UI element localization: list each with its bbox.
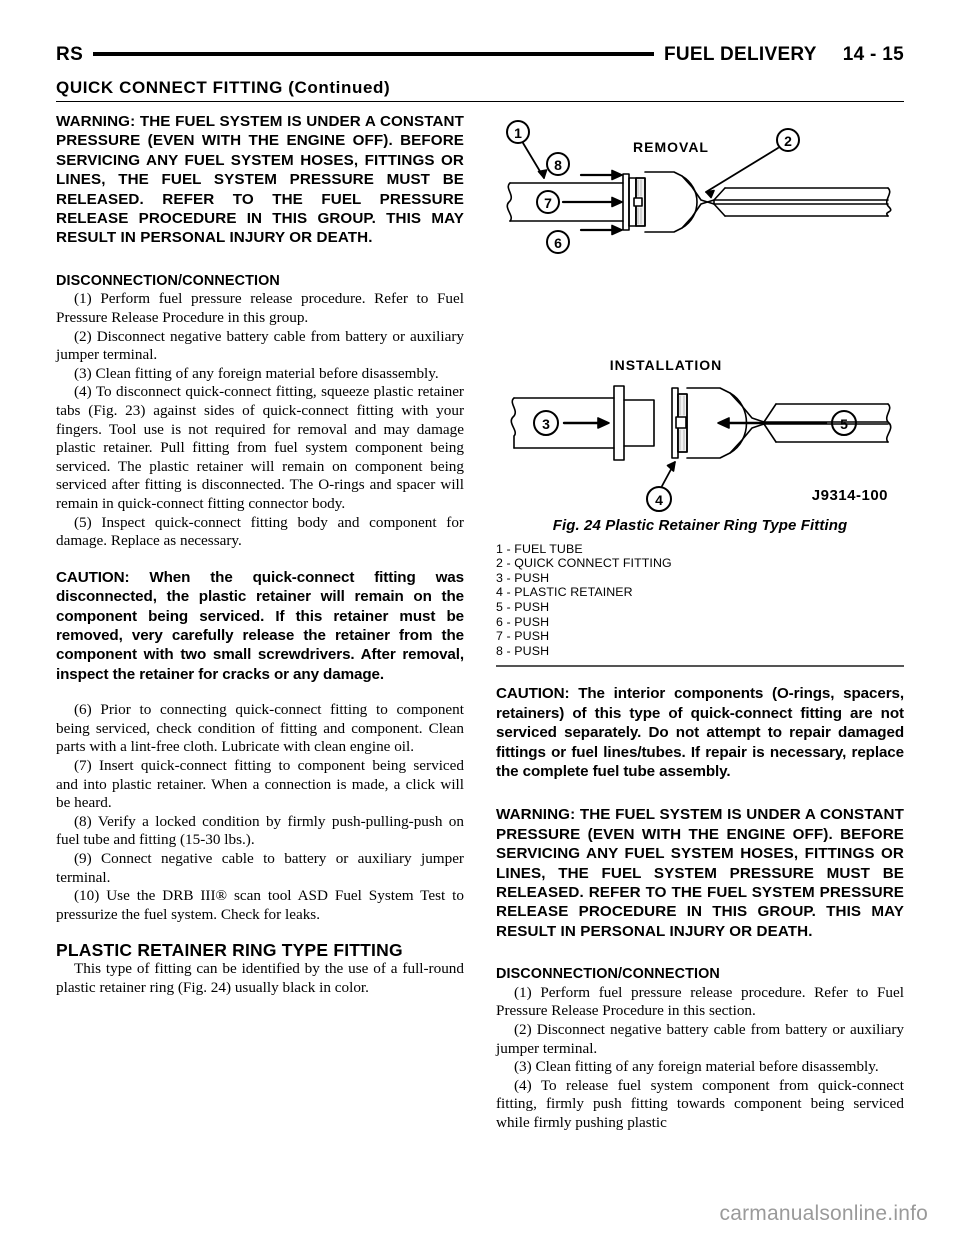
warning-block-1: WARNING: THE FUEL SYSTEM IS UNDER A CONSTANT PRESSURE (EVEN WITH THE ENGINE OFF). BEFORE SERVICING ANY FUEL SYSTEM HOSES, FITTINGS OR LINES, THE FUEL SYSTEM PRESSURE MUST BE RELEASED. REFER TO THE FUEL PRESSURE RELEASE PROCEDURE IN THIS GROUP. THIS MAY RESULT IN PERSONAL INJURY OR DEATH. — [56, 113, 464, 247]
legend-item: 3 - PUSH — [496, 570, 550, 585]
step-8: (8) Verify a locked condition by firmly push-pulling-push on fuel tube and fitting (15-30 lbs.). — [56, 812, 464, 849]
manual-code: RS — [56, 44, 84, 65]
left-column — [56, 112, 464, 997]
legend-item: 1 - FUEL TUBE — [496, 541, 583, 556]
svg-text:INSTALLATION: INSTALLATION — [609, 357, 723, 373]
legend-item: 6 - PUSH — [496, 614, 550, 629]
svg-text:4: 4 — [655, 492, 663, 508]
section-body-paragraph: This type of fitting can be identified by the use of a full-round plastic retainer ring (Fig. 24) usually black in color. — [56, 959, 464, 996]
svg-text:6: 6 — [554, 235, 562, 251]
header-rule — [93, 52, 654, 56]
step-9: (9) Connect negative cable to battery or auxiliary jumper terminal. — [56, 849, 464, 886]
svg-text:5: 5 — [840, 416, 848, 432]
continued-rule — [56, 101, 904, 102]
legend-item: 5 - PUSH — [496, 599, 550, 614]
subheading-disconnection-connection-right: DISCONNECTION/CONNECTION — [496, 966, 720, 983]
step-4: (4) To disconnect quick-connect fitting, squeeze plastic retainer tabs (Fig. 23) against sides of quick-connect fitting with your fingers. Tool use is not required for removal and may damage plastic retainer. Pull fitting from fuel system component being serviced. The plastic retainer will remain on component being serviced after fitting is disconnected. The O-rings and spacer will remain in quick-connect fitting connector body. — [56, 383, 464, 512]
plastic-retainer-ring-fitting-drawing — [496, 112, 904, 512]
svg-text:1: 1 — [514, 125, 522, 141]
step-7: (7) Insert quick-connect fitting to component being serviced and into plastic retainer. When a connection is made, a click will be heard. — [56, 756, 464, 812]
figure-divider-rule — [496, 665, 904, 667]
page-number: 14 - 15 — [842, 44, 904, 65]
step-3: (3) Clean fitting of any foreign material before disassembly. — [74, 364, 439, 382]
svg-text:8: 8 — [554, 157, 562, 173]
right-step-2: (2) Disconnect negative battery cable from battery or auxiliary jumper terminal. — [496, 1021, 904, 1057]
right-step-4: (4) To release fuel system component from quick-connect fitting, firmly push fitting towards component being serviced while firmly pushing plastic — [496, 1076, 904, 1131]
legend-item: 7 - PUSH — [496, 629, 550, 644]
svg-text:REMOVAL: REMOVAL — [633, 139, 709, 155]
step-5: (5) Inspect quick-connect fitting body and component for damage. Replace as necessary. — [56, 513, 464, 550]
figure-legend — [496, 542, 904, 659]
right-step-3: (3) Clean fitting of any foreign material before disassembly. — [514, 1058, 879, 1076]
legend-item: 2 - QUICK CONNECT FITTING — [496, 556, 672, 571]
warning-block-2: WARNING: THE FUEL SYSTEM IS UNDER A CONSTANT PRESSURE (EVEN WITH THE ENGINE OFF). BEFORE SERVICING ANY FUEL SYSTEM HOSES, FITTINGS OR LINES, THE FUEL SYSTEM PRESSURE MUST BE RELEASED. REFER TO THE FUEL SYSTEM PRESSURE RELEASE PROCEDURE IN THIS GROUP. THIS MAY RESULT IN PERSONAL INJURY OR DEATH. — [496, 806, 904, 940]
section-heading-plastic-retainer-ring: PLASTIC RETAINER RING TYPE FITTING — [56, 940, 403, 961]
svg-text:3: 3 — [542, 416, 550, 432]
continued-heading: QUICK CONNECT FITTING (Continued) — [56, 78, 391, 97]
svg-text:7: 7 — [544, 195, 552, 211]
running-header — [56, 42, 904, 68]
caution-block-2: CAUTION: The interior components (O-rings, spacers, retainers) of this type of quick-connect fitting are not serviced separately. Do not attempt to repair damaged fittings or fuel lines/tubes. If repair is necessary, replace the complete fuel tube assembly. — [496, 685, 904, 780]
figure-caption: Fig. 24 Plastic Retainer Ring Type Fitting — [552, 517, 848, 534]
section-title: FUEL DELIVERY — [663, 44, 817, 65]
step-10: (10) Use the DRB III® scan tool ASD Fuel System Test to pressurize the fuel system. Check for leaks. — [56, 887, 464, 923]
right-column — [496, 112, 904, 1133]
step-6: (6) Prior to connecting quick-connect fitting to component being serviced, check condition of fitting and component. Clean parts with a lint-free cloth. Lubricate with clean engine oil. — [56, 701, 464, 756]
right-step-1: (1) Perform fuel pressure release procedure. Refer to Fuel Pressure Release Procedure in this section. — [496, 983, 904, 1020]
subheading-disconnection-connection: DISCONNECTION/CONNECTION — [56, 272, 280, 289]
step-1: (1) Perform fuel pressure release procedure. Refer to Fuel Pressure Release Procedure in this group. — [56, 290, 464, 327]
legend-item: 4 - PLASTIC RETAINER — [496, 585, 633, 600]
figure-24 — [496, 112, 904, 667]
figure-illustration — [496, 112, 904, 517]
svg-text:2: 2 — [784, 133, 792, 149]
step-2: (2) Disconnect negative battery cable from battery or auxiliary jumper terminal. — [56, 327, 464, 364]
site-watermark: carmanualsonline.info — [719, 1202, 928, 1225]
drawing-number: J9314-100 — [811, 487, 888, 504]
caution-block-1: CAUTION: When the quick-connect fitting was disconnected, the plastic retainer will remain on the component being serviced. If this retainer must be removed, very carefully release the retainer from the component with two small screwdrivers. After removal, inspect the retainer for cracks or any damage. — [56, 568, 464, 683]
legend-item: 8 - PUSH — [496, 643, 550, 658]
